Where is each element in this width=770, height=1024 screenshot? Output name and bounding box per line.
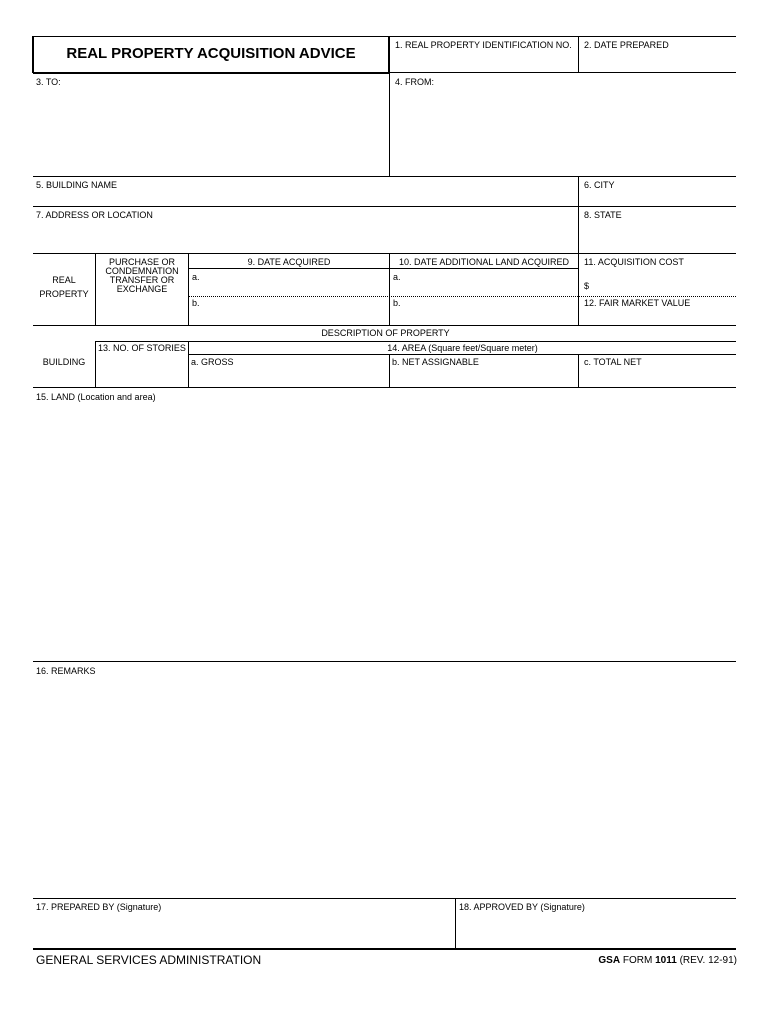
land-field[interactable] [33, 388, 736, 661]
sub-b-label: b. [393, 298, 401, 308]
remarks-field[interactable] [33, 662, 736, 898]
agency-name: GENERAL SERVICES ADMINISTRATION [36, 953, 262, 967]
approved-by-label: 18. APPROVED BY (Signature) [459, 902, 585, 912]
stories-label: 13. NO. OF STORIES [98, 343, 186, 353]
sub-a-label: a. [393, 272, 401, 282]
building-name-label: 5. BUILDING NAME [36, 180, 118, 190]
form-prefix: GSA [598, 955, 621, 966]
gross-area-field[interactable] [189, 355, 389, 387]
acquisition-cost-field[interactable] [579, 269, 736, 296]
form-revision: (REV. 12-91) [679, 955, 737, 966]
area-heading: 14. AREA (Square feet/Square meter) [387, 343, 538, 353]
total-net-label: c. TOTAL NET [584, 357, 642, 367]
fair-market-value-label: 12. FAIR MARKET VALUE [584, 298, 691, 308]
building-name-field[interactable] [33, 177, 578, 206]
property-label: PROPERTY [39, 289, 89, 299]
property-id-label: 1. REAL PROPERTY IDENTIFICATION NO. [395, 40, 572, 50]
land-label: 15. LAND (Location and area) [36, 392, 156, 402]
acquisition-cost-label: 11. ACQUISITION COST [584, 257, 684, 267]
city-field[interactable] [579, 177, 736, 206]
state-label: 8. STATE [584, 210, 622, 220]
date-acquired-label: 9. DATE ACQUIRED [247, 257, 331, 267]
total-net-field[interactable] [579, 355, 736, 387]
date-additional-a-field[interactable] [390, 269, 578, 296]
address-label: 7. ADDRESS OR LOCATION [36, 210, 153, 220]
form-title: REAL PROPERTY ACQUISITION ADVICE [66, 45, 356, 62]
state-field[interactable] [579, 207, 736, 253]
stories-field[interactable] [96, 342, 188, 387]
prepared-by-field[interactable] [33, 899, 455, 948]
from-label: 4. FROM: [395, 77, 435, 87]
net-assignable-label: b. NET ASSIGNABLE [392, 357, 479, 367]
dollar-sign: $ [584, 281, 590, 291]
to-field[interactable] [33, 73, 389, 176]
building-label: BUILDING [42, 357, 86, 367]
sub-a-label: a. [192, 272, 200, 282]
fair-market-value-field[interactable] [579, 297, 736, 325]
date-prepared-label: 2. DATE PREPARED [584, 40, 669, 50]
sub-b-label: b. [192, 298, 200, 308]
description-heading: DESCRIPTION OF PROPERTY [321, 328, 450, 338]
date-acquired-a-field[interactable] [189, 269, 389, 296]
date-additional-b-field[interactable] [390, 297, 578, 325]
to-label: 3. TO: [36, 77, 61, 87]
form-number [598, 955, 737, 966]
date-additional-land-label: 10. DATE ADDITIONAL LAND ACQUIRED [398, 257, 570, 267]
city-label: 6. CITY [584, 180, 615, 190]
property-id-field[interactable] [390, 37, 578, 72]
from-field[interactable] [390, 73, 736, 176]
gross-area-label: a. GROSS [191, 357, 234, 367]
prepared-by-label: 17. PREPARED BY (Signature) [36, 902, 162, 912]
form-number-value: 1011 [655, 955, 677, 966]
real-label: REAL [52, 275, 76, 285]
date-prepared-field[interactable] [579, 37, 736, 72]
address-field[interactable] [33, 207, 578, 253]
remarks-label: 16. REMARKS [36, 666, 96, 676]
date-acquired-b-field[interactable] [189, 297, 389, 325]
approved-by-field[interactable] [456, 899, 736, 948]
form-word: FORM [622, 955, 653, 966]
net-assignable-field[interactable] [390, 355, 578, 387]
